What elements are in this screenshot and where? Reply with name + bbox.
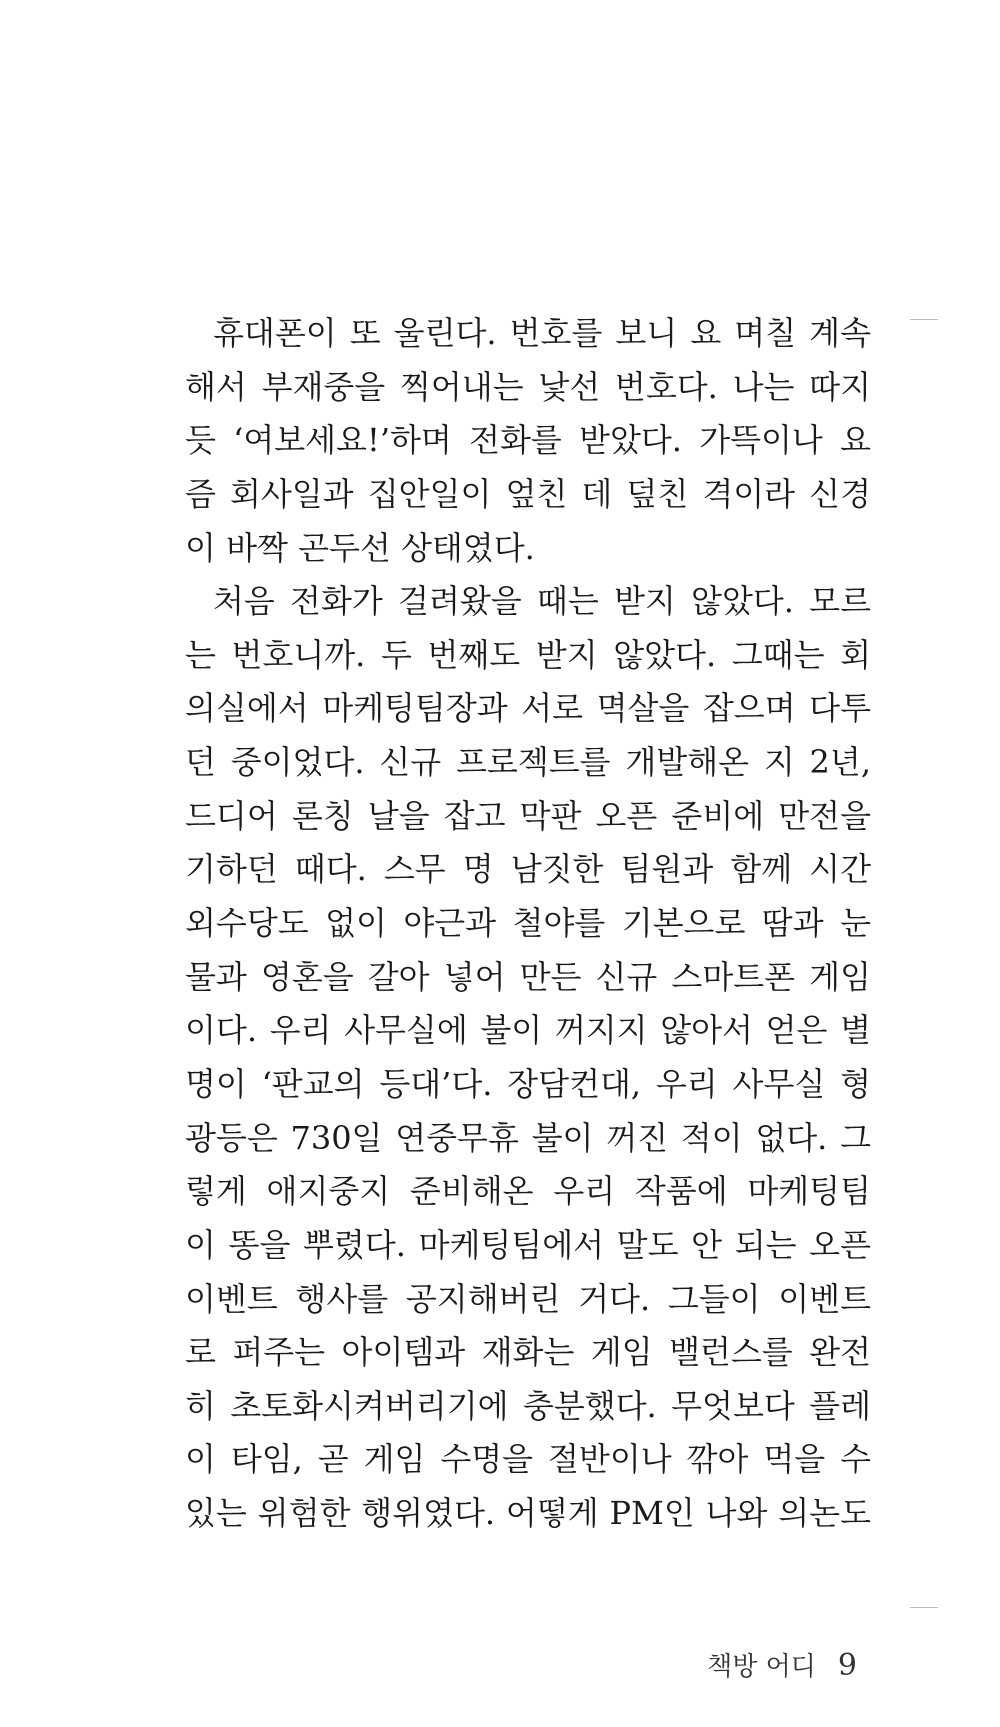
text-line: 휴대폰이 또 울린다. 번호를 보니 요 며칠 계속: [213, 314, 871, 352]
text-line: 기하던 때다. 스무 명 남짓한 팀원과 함께 시간: [185, 850, 871, 889]
text-line: 던 중이었다. 신규 프로젝트를 개발해온 지 2년,: [185, 743, 871, 782]
page-number: 9: [837, 1648, 857, 1683]
text-line: 이다. 우리 사무실에 불이 꺼지지 않아서 얻은 별: [185, 1011, 871, 1050]
text-line: 물과 영혼을 갈아 넣어 만든 신규 스마트폰 게임: [185, 957, 871, 996]
text-line: 는 번호니까. 두 번째도 받지 않았다. 그때는 회: [185, 635, 871, 674]
text-line: 해서 부재중을 찍어내는 낯선 번호다. 나는 따지: [185, 367, 871, 406]
text-line: 외수당도 없이 야근과 철야를 기본으로 땀과 눈: [185, 904, 871, 943]
running-title: 책방 어디: [707, 1652, 816, 1682]
text-line: 처음 전화가 걸려왔을 때는 받지 않았다. 모르: [213, 582, 871, 621]
text-line: 렇게 애지중지 준비해온 우리 작품에 마케팅팀: [185, 1172, 871, 1211]
margin-mark-top: [910, 319, 938, 320]
body-text: [185, 307, 871, 1541]
text-line: 이벤트 행사를 공지해버린 거다. 그들이 이벤트: [185, 1279, 871, 1318]
margin-mark-bottom: [910, 1607, 938, 1608]
text-line: 히 초토화시켜버리기에 충분했다. 무엇보다 플레: [185, 1386, 871, 1425]
text-line: 있는 위험한 행위였다. 어떻게 PM인 나와 의논도: [185, 1494, 871, 1533]
text-line: 광등은 730일 연중무휴 불이 꺼진 적이 없다. 그: [185, 1118, 871, 1157]
text-line: 이 타임, 곧 게임 수명을 절반이나 깎아 먹을 수: [185, 1440, 871, 1479]
text-line: 로 퍼주는 아이템과 재화는 게임 밸런스를 완전: [185, 1333, 871, 1372]
page-footer: [707, 1646, 857, 1683]
text-line: 듯 ‘여보세요!’하며 전화를 받았다. 가뜩이나 요: [185, 421, 871, 460]
text-line: 이 똥을 뿌렸다. 마케팅팀에서 말도 안 되는 오픈: [185, 1225, 871, 1264]
text-line: 명이 ‘판교의 등대’다. 장담컨대, 우리 사무실 형: [185, 1064, 871, 1103]
text-line: 드디어 론칭 날을 잡고 막판 오픈 준비에 만전을: [185, 796, 871, 835]
text-line: 이 바짝 곤두선 상태였다.: [185, 528, 535, 567]
text-line: 즘 회사일과 집안일이 엎친 데 덮친 격이라 신경: [185, 474, 871, 513]
text-line: 의실에서 마케팅팀장과 서로 멱살을 잡으며 다투: [185, 689, 871, 728]
